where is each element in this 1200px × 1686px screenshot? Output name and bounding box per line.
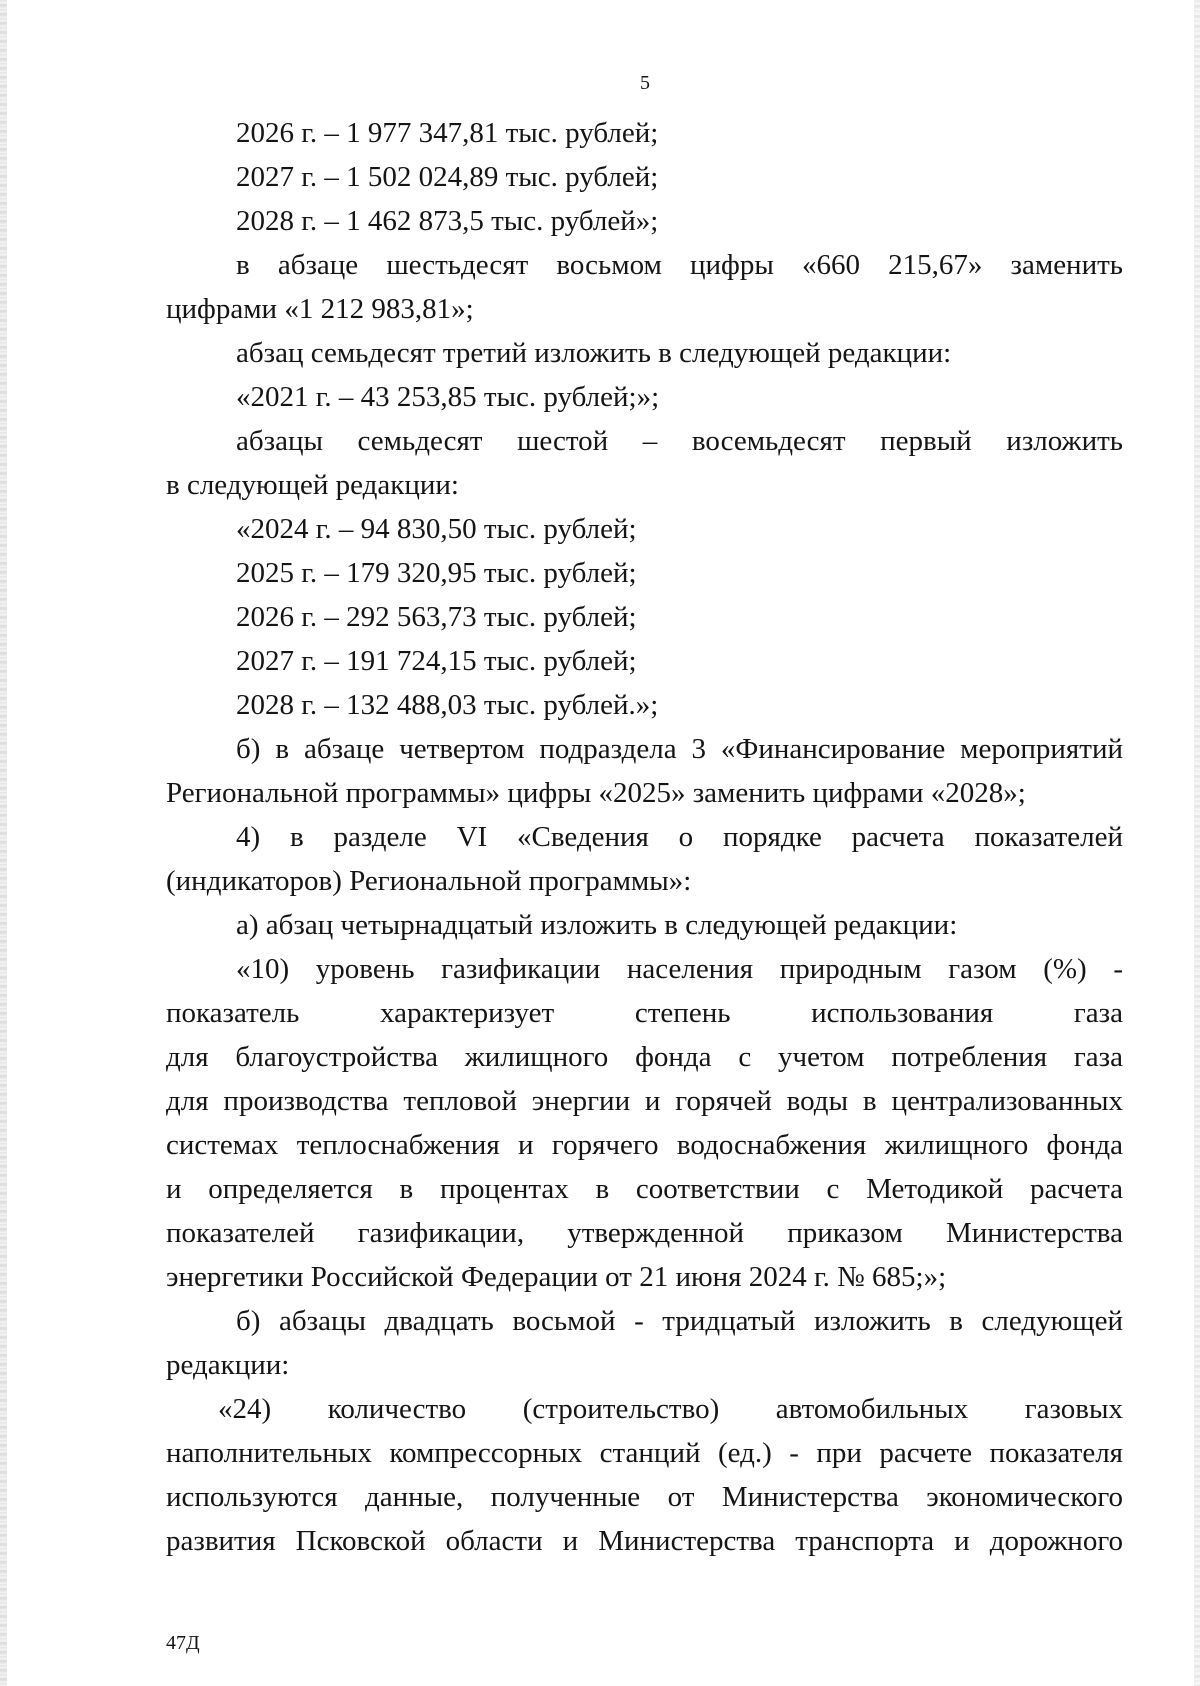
scan-edge-right: [1194, 0, 1200, 1686]
text-line: «24) количество (строительство) автомобильных газовых: [218, 1393, 1123, 1425]
text-line: 2028 г. – 1 462 873,5 тыс. рублей»;: [236, 205, 659, 237]
scan-edge-left: [0, 0, 7, 1686]
text-line: наполнительных компрессорных станций (ед.) - при расчете показателя: [166, 1437, 1123, 1469]
text-line: показатель характеризует степень использования газа: [166, 997, 1123, 1029]
text-line: показателей газификации, утвержденной приказом Министерства: [166, 1217, 1123, 1249]
text-line: абзацы семьдесят шестой – восемьдесят первый изложить: [236, 425, 1123, 457]
text-line: 4) в разделе VI «Сведения о порядке расчета показателей: [236, 821, 1123, 853]
text-line: редакции:: [166, 1349, 290, 1381]
text-line: 2026 г. – 292 563,73 тыс. рублей;: [236, 601, 637, 633]
text-line: 2025 г. – 179 320,95 тыс. рублей;: [236, 557, 637, 589]
text-line: а) абзац четырнадцатый изложить в следующей редакции:: [236, 909, 958, 941]
text-line: б) абзацы двадцать восьмой - тридцатый изложить в следующей: [236, 1305, 1123, 1337]
text-line: энергетики Российской Федерации от 21 июня 2024 г. № 685;»;: [166, 1261, 947, 1293]
text-line: «2021 г. – 43 253,85 тыс. рублей;»;: [236, 381, 660, 413]
text-line: (индикаторов) Региональной программы»:: [166, 865, 692, 897]
text-line: 2026 г. – 1 977 347,81 тыс. рублей;: [236, 117, 659, 149]
text-line: системах теплоснабжения и горячего водоснабжения жилищного фонда: [166, 1129, 1123, 1161]
text-line: 2027 г. – 1 502 024,89 тыс. рублей;: [236, 161, 659, 193]
text-line: Региональной программы» цифры «2025» заменить цифрами «2028»;: [166, 777, 1026, 809]
text-line: для производства тепловой энергии и горячей воды в централизованных: [166, 1085, 1123, 1117]
text-line: «2024 г. – 94 830,50 тыс. рублей;: [236, 513, 637, 545]
text-line: цифрами «1 212 983,81»;: [166, 293, 474, 325]
text-line: «10) уровень газификации населения природным газом (%) -: [236, 953, 1123, 985]
page-number: 5: [640, 72, 650, 94]
text-line: 2027 г. – 191 724,15 тыс. рублей;: [236, 645, 637, 677]
text-line: для благоустройства жилищного фонда с учетом потребления газа: [166, 1041, 1123, 1073]
text-line: б) в абзаце четвертом подраздела 3 «Финансирование мероприятий: [236, 733, 1123, 765]
text-line: развития Псковской области и Министерства транспорта и дорожного: [166, 1525, 1123, 1557]
text-line: в следующей редакции:: [166, 469, 459, 501]
text-line: в абзаце шестьдесят восьмом цифры «660 215,67» заменить: [236, 249, 1123, 281]
text-line: 2028 г. – 132 488,03 тыс. рублей.»;: [236, 689, 659, 721]
text-line: абзац семьдесят третий изложить в следующей редакции:: [236, 337, 952, 369]
text-line: и определяется в процентах в соответствии с Методикой расчета: [166, 1173, 1123, 1205]
text-line: используются данные, полученные от Министерства экономического: [166, 1481, 1123, 1513]
document-body: [166, 111, 1123, 1563]
footer-code: 47Д: [166, 1632, 200, 1654]
